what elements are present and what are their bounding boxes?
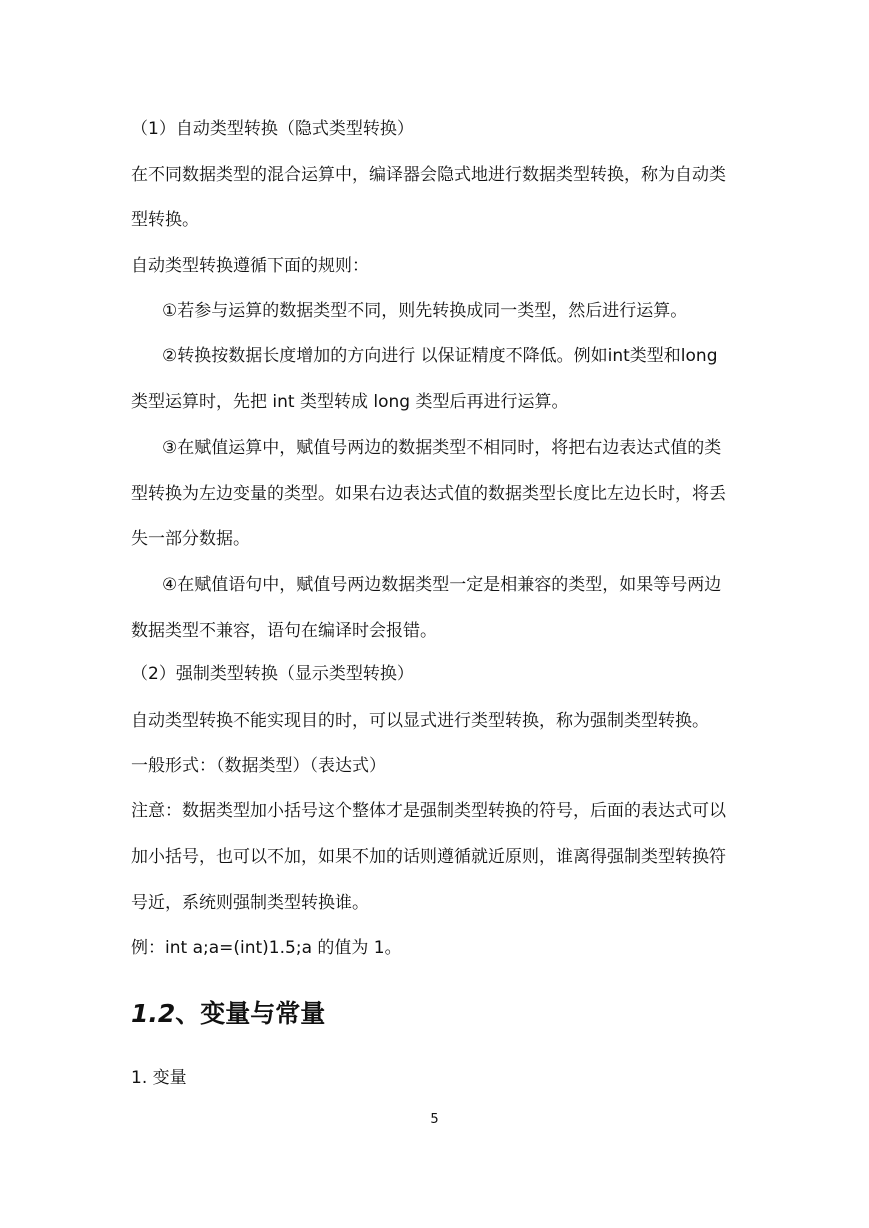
paragraph-line: 自动类型转换不能实现目的时，可以显式进行类型转换，称为强制类型转换。 xyxy=(131,711,709,731)
paragraph-line: 失一部分数据。 xyxy=(131,529,250,549)
rule-item-1: ①若参与运算的数据类型不同，则先转换成同一类型，然后进行运算。 xyxy=(162,301,688,321)
paragraph-line: 类型运算时，先把 int 类型转成 long 类型后再进行运算。 xyxy=(131,392,569,412)
paragraph-line: 在不同数据类型的混合运算中，编译器会隐式地进行数据类型转换，称为自动类 xyxy=(131,165,726,185)
note-line: 注意：数据类型加小括号这个整体才是强制类型转换的符号，后面的表达式可以 xyxy=(131,801,726,821)
section-title-auto-conversion: （1）自动类型转换（隐式类型转换） xyxy=(131,119,414,139)
paragraph-line: 型转换为左边变量的类型。如果右边表达式值的数据类型长度比左边长时，将丢 xyxy=(131,484,726,504)
paragraph-line: 型转换。 xyxy=(131,210,199,230)
example-line: 例：int a;a=(int)1.5;a 的值为 1。 xyxy=(131,938,402,958)
section-heading xyxy=(131,998,325,1030)
subsection-heading: 1. 变量 xyxy=(131,1068,187,1088)
section-heading-number: 1.2 xyxy=(131,999,176,1028)
paragraph-line: 自动类型转换遵循下面的规则： xyxy=(131,256,369,276)
rule-item-3: ③在赋值运算中，赋值号两边的数据类型不相同时，将把右边表达式值的类 xyxy=(162,438,722,458)
paragraph-line: 数据类型不兼容，语句在编译时会报错。 xyxy=(131,621,437,641)
rule-item-2: ②转换按数据长度增加的方向进行 以保证精度不降低。例如int类型和long xyxy=(162,346,718,366)
general-form-line: 一般形式：（数据类型）（表达式） xyxy=(131,756,386,776)
paragraph-line: 号近，系统则强制类型转换谁。 xyxy=(131,893,369,913)
page-number: 5 xyxy=(430,1112,439,1127)
paragraph-line: 加小括号，也可以不加，如果不加的话则遵循就近原则，谁离得强制类型转换符 xyxy=(131,847,726,867)
rule-item-4: ④在赋值语句中，赋值号两边数据类型一定是相兼容的类型，如果等号两边 xyxy=(162,575,722,595)
section-title-cast-conversion: （2）强制类型转换（显示类型转换） xyxy=(131,664,414,684)
section-heading-text: 、变量与常量 xyxy=(175,999,326,1028)
